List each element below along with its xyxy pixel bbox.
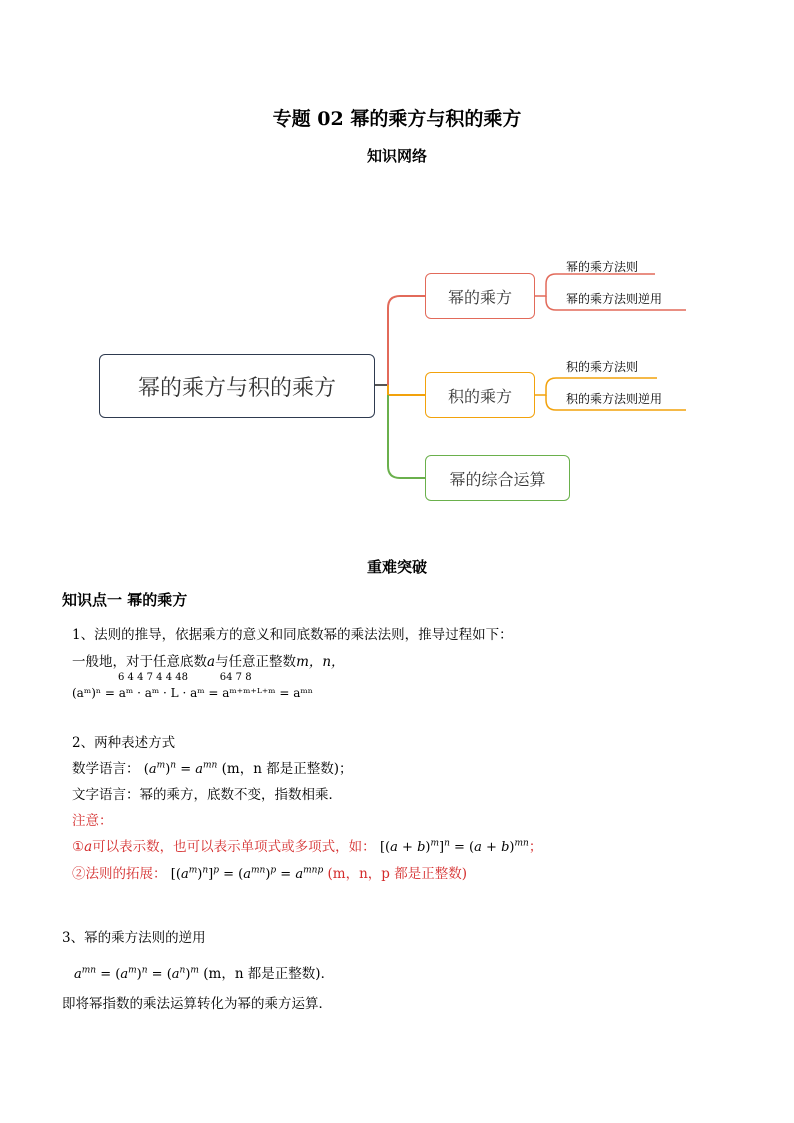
paragraph: 即将幂指数的乘法运算转化为幂的乘方运算． xyxy=(62,996,332,1012)
condition: (m，n，p 都是正整数) xyxy=(327,866,467,882)
branch-label: 幂的综合运算 xyxy=(449,469,546,489)
condition: (m，n 都是正整数)． xyxy=(203,966,335,982)
mind-map-branch-product xyxy=(425,372,535,418)
formula: $a^{mn} = (a^m)^n = (a^n)^m$ xyxy=(74,965,199,982)
leaf-label: 幂的乘方法则逆用 xyxy=(566,292,663,306)
formula: $[(a + b)^m]^n = (a + b)^{mn}$ xyxy=(379,838,529,855)
text: 一般地，对于任意底数 xyxy=(72,654,207,670)
mind-map-root xyxy=(99,354,375,418)
paragraph: 1、法则的推导，依据乘方的意义和同底数幂的乘法法则，推导过程如下： xyxy=(72,627,513,643)
label: 数学语言： xyxy=(72,761,140,777)
leaf-label: 积的乘方法则逆用 xyxy=(566,392,663,406)
leaf-label: 幂的乘方法则 xyxy=(566,260,639,274)
note-item-1: ①a可以表示数，也可以表示单项式或多项式，如： $[(a + b)^m]^n = (a + b)^{mn}$； xyxy=(72,838,543,855)
section-subtitle: 知识网络 xyxy=(366,147,427,165)
text: 与任意正整数 xyxy=(215,654,297,670)
branch-label: 积的乘方 xyxy=(447,386,512,406)
variable: a xyxy=(207,654,216,670)
text: 可以表示数，也可以表示单项式或多项式，如： xyxy=(92,839,376,855)
note-item-2 xyxy=(72,862,467,882)
label: ②法则的拓展： xyxy=(72,866,167,882)
paragraph xyxy=(72,650,345,670)
mind-map-connectors xyxy=(0,0,794,560)
note-label: 注意： xyxy=(72,813,113,829)
marker: ① xyxy=(72,839,85,855)
section-heading: 重难突破 xyxy=(366,558,427,576)
derivation-overbrace: 6 4 4 7 4 4 48 64 7 8 xyxy=(118,672,252,683)
mind-map-branch-power xyxy=(425,273,535,319)
formula: $(a^m)^n = a^{mn}$ xyxy=(143,760,218,777)
text-language: 文字语言：幂的乘方，底数不变，指数相乘． xyxy=(72,787,342,803)
leaf-label: 积的乘方法则 xyxy=(566,360,639,374)
mind-map-branch-combined xyxy=(425,455,570,501)
paragraph: 3、幂的乘方法则的逆用 xyxy=(62,930,206,946)
variables: m，n， xyxy=(296,654,345,670)
page-title: 专题 02 幂的乘方与积的乘方 xyxy=(272,108,522,130)
derivation-formula: (aᵐ)ⁿ = aᵐ · aᵐ · L · aᵐ = aᵐ⁺ᵐ⁺ᴸ⁺ᵐ = aᵐⁿ xyxy=(72,686,313,700)
branch-label: 幂的乘方 xyxy=(447,287,512,307)
inverse-formula xyxy=(74,962,334,982)
knowledge-point-title: 知识点一 幂的乘方 xyxy=(62,591,188,609)
formula: $[(a^m)^n]^p = (a^{mn})^p = a^{mnp}$ xyxy=(170,865,324,882)
math-language xyxy=(72,757,352,777)
mind-map-root-label: 幂的乘方与积的乘方 xyxy=(137,375,336,401)
condition: (m，n 都是正整数)； xyxy=(221,761,353,777)
paragraph: 2、两种表述方式 xyxy=(72,735,176,751)
